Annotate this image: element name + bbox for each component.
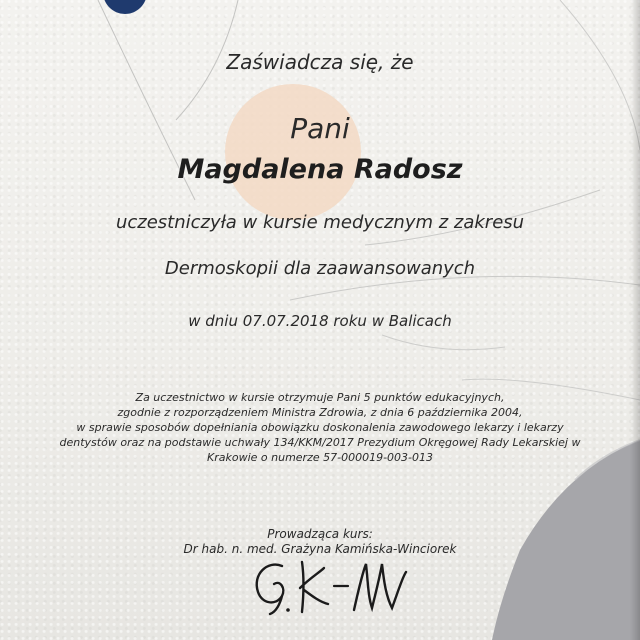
points-line: dentystów oraz na podstawie uchwały 134/KKM/2017 Prezydium Okręgowej Rady Lekarskiej w [59,436,581,449]
points-line: Za uczestnictwo w kursie otrzymuje Pani 5 punktów edukacyjnych, [135,391,505,404]
logo-fragment-icon [103,0,147,14]
points-line: zgodnie z rozporządzeniem Ministra Zdrowia, z dnia 6 października 2004, [117,406,523,419]
handwritten-signature [230,552,430,622]
points-statement [0,390,640,465]
attestation-text: Zaświadcza się, że [226,50,414,74]
recipient-name: Magdalena Radosz [177,154,463,185]
course-description: uczestniczyła w kursie medycznym z zakresu [115,212,525,233]
points-line: Krakowie o numerze 57-000019-003-013 [207,451,433,464]
points-line: w sprawie sposobów dopełniania obowiązku doskonalenia zawodowego lekarzy i lekarzy [76,421,564,434]
recipient-title: Pani [290,112,350,145]
course-topic: Dermoskopii dla zaawansowanych [164,258,476,279]
signature-label: Prowadząca kurs: [267,527,373,541]
peach-circle [225,84,361,220]
signatory-name: Dr hab. n. med. Grażyna Kamińska-Winciorek [183,542,457,556]
course-date: w dniu 07.07.2018 roku w Balicach [188,312,452,330]
